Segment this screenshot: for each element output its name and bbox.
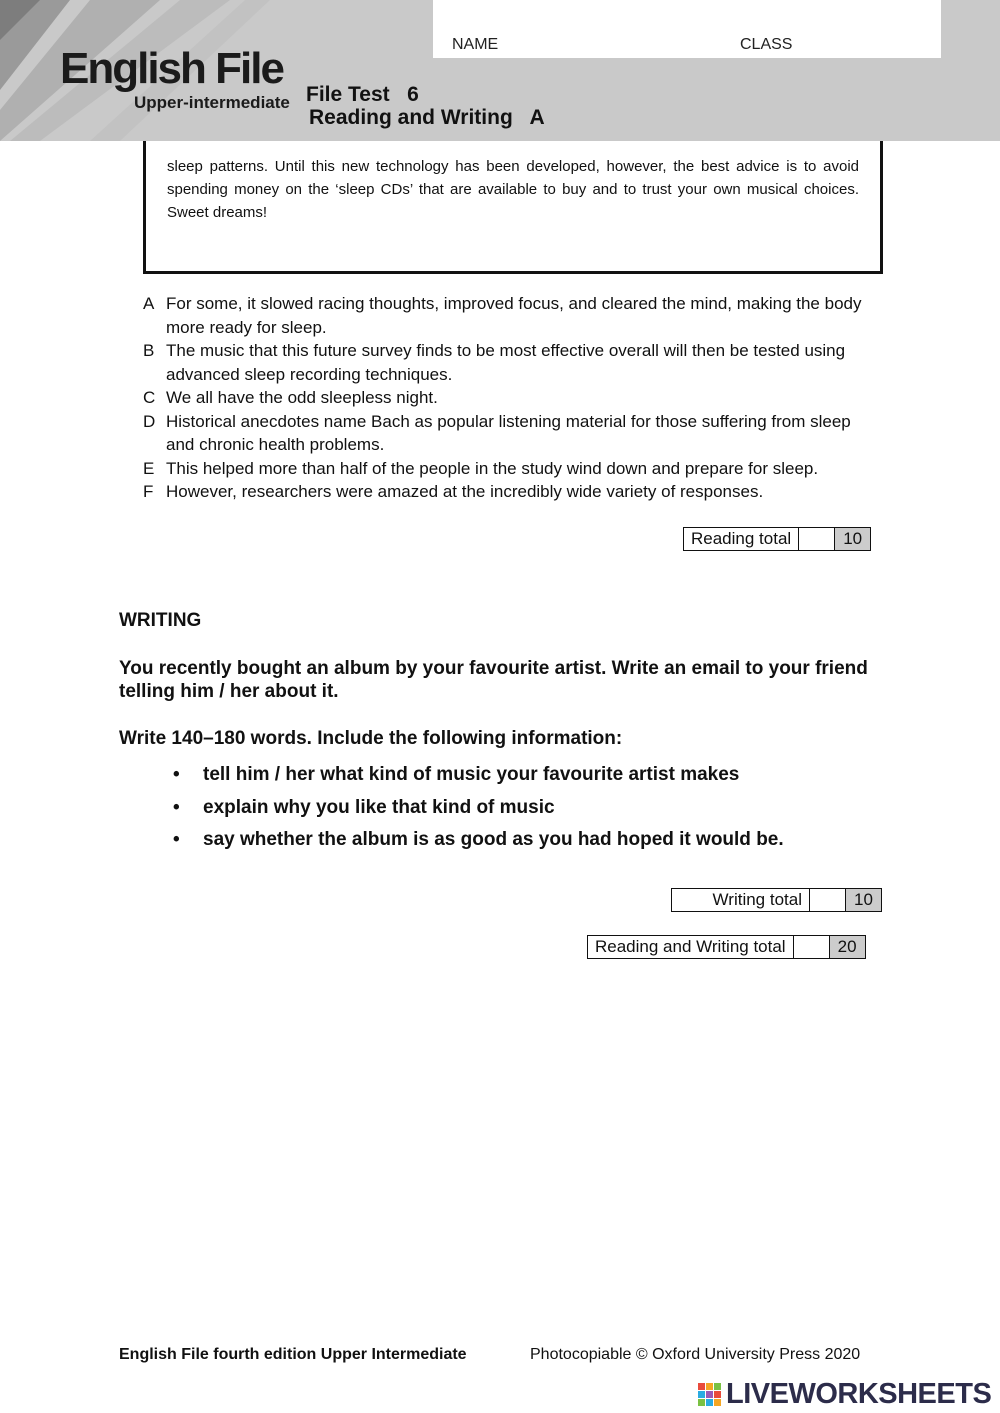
reading-passage-text: sleep patterns. Until this new technology has been developed, however, the best advice is to avoid spending money on the ‘sleep CDs’ that are available to buy and to trust your own musical choices. Sweet dreams! <box>167 158 859 221</box>
bullet-dot-icon: • <box>173 829 180 850</box>
test-title: File Test 6 <box>306 83 419 106</box>
option-text: This helped more than half of the people in the study wind down and prepare for sleep. <box>166 458 819 478</box>
class-label: CLASS <box>740 36 793 53</box>
reading-total-label: Reading total <box>684 528 799 550</box>
test-subtitle: Reading and Writing A <box>309 106 545 129</box>
footer-copyright: Photocopiable © Oxford University Press 2020 <box>530 1346 861 1363</box>
option-letter: C <box>143 388 156 407</box>
combined-total-box <box>587 935 866 959</box>
bullet-dot-icon: • <box>173 796 180 818</box>
option-text: For some, it slowed racing thoughts, improved focus, and cleared the mind, making the body more ready for sleep. <box>166 294 862 337</box>
reading-total-box <box>683 527 871 551</box>
writing-score-input[interactable] <box>810 889 846 911</box>
option-b <box>143 339 883 386</box>
bullet-text: tell him / her what kind of music your favourite artist makes <box>203 764 740 785</box>
bullet-dot-icon: • <box>173 764 180 785</box>
page-header <box>0 0 1000 141</box>
option-a <box>143 292 883 339</box>
option-f <box>143 480 883 504</box>
reading-score-input[interactable] <box>799 528 835 550</box>
bullet-text: say whether the album is as good as you had hoped it would be. <box>203 829 784 850</box>
writing-instruction: Write 140–180 words. Include the following information: <box>119 728 623 749</box>
writing-bullet-list <box>173 759 784 857</box>
writing-total-box <box>671 888 882 912</box>
brand-level: Upper-intermediate <box>134 93 290 112</box>
writing-total-max: 10 <box>846 889 881 911</box>
writing-total-label: Writing total <box>672 889 810 911</box>
footer-edition: English File fourth edition Upper Intermediate <box>119 1346 467 1363</box>
option-letter: F <box>143 482 154 501</box>
name-label: NAME <box>452 36 499 53</box>
reading-passage-box <box>143 141 883 274</box>
brand-logo-title: English File <box>60 44 283 93</box>
bullet-text: explain why you like that kind of music <box>203 796 555 818</box>
combined-score-input[interactable] <box>794 936 830 958</box>
combined-total-max: 20 <box>830 936 865 958</box>
option-c <box>143 386 883 410</box>
option-letter: B <box>143 341 155 360</box>
option-text: However, researchers were amazed at the incredibly wide variety of responses. <box>166 482 764 501</box>
reading-total-max: 10 <box>835 528 870 550</box>
liveworksheets-wordmark: LIVEWORKSHEETS <box>726 1378 992 1410</box>
name-class-box <box>433 0 941 58</box>
writing-prompt: You recently bought an album by your favourite artist. Write an email to your friend telling him / her about it. <box>119 658 868 702</box>
option-text: We all have the odd sleepless night. <box>166 388 438 407</box>
option-d <box>143 410 883 457</box>
combined-total-label: Reading and Writing total <box>588 936 794 958</box>
liveworksheets-logo[interactable] <box>698 1378 991 1411</box>
option-e <box>143 457 883 481</box>
sentence-options-list <box>143 292 883 504</box>
liveworksheets-icon <box>698 1383 722 1407</box>
bullet-item <box>173 759 784 792</box>
option-letter: A <box>143 294 155 313</box>
option-text: Historical anecdotes name Bach as popular listening material for those suffering from sleep and chronic health problems. <box>166 411 851 454</box>
bullet-item <box>173 824 784 857</box>
bullet-item <box>173 792 784 825</box>
option-text: The music that this future survey finds to be most effective overall will then be tested using advanced sleep recording techniques. <box>166 341 846 384</box>
writing-heading: WRITING <box>119 610 202 631</box>
option-letter: E <box>143 458 155 478</box>
option-letter: D <box>143 411 156 431</box>
